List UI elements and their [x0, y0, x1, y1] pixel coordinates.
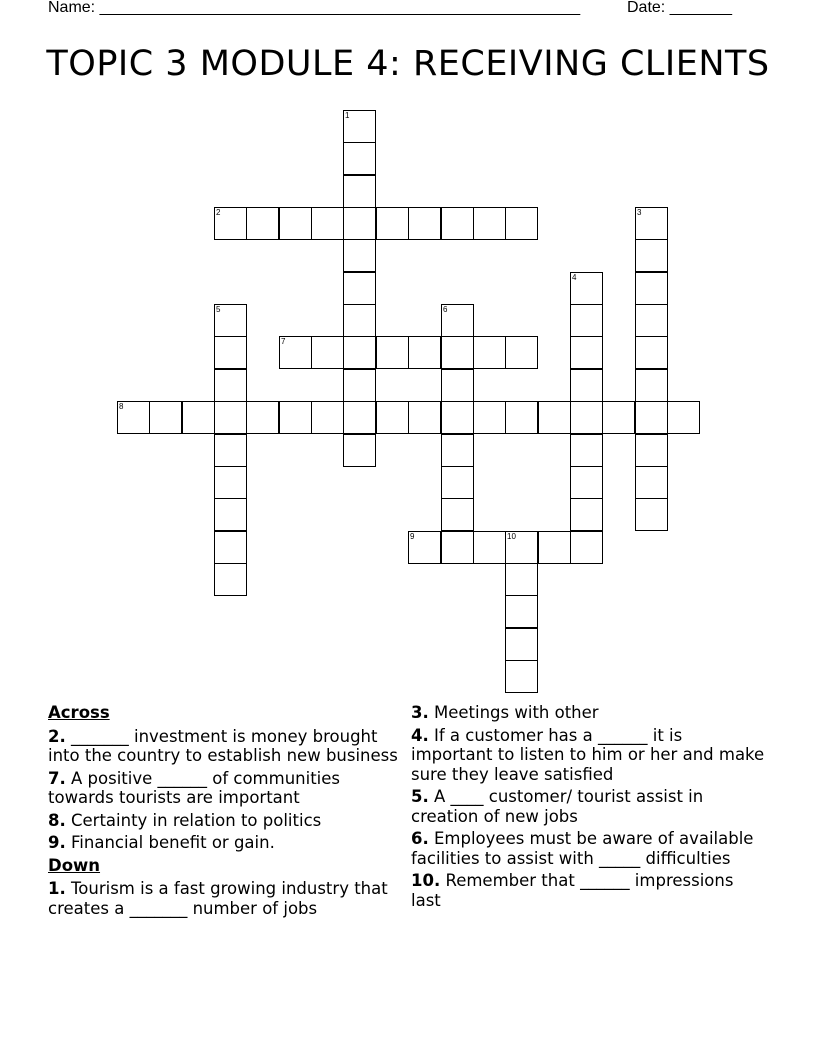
crossword-cell[interactable]	[570, 466, 603, 499]
clue-down-6: 6. Employees must be aware of available facilities to assist with _____ difficulties	[411, 829, 754, 868]
crossword-cell[interactable]	[441, 434, 474, 467]
crossword-cell[interactable]	[214, 336, 247, 369]
clue-number: 1	[345, 111, 350, 120]
crossword-cell[interactable]	[408, 531, 441, 564]
clue-down-4: 4. If a customer has a ______ it is important to listen to him or her and make sure they leave satisfied	[411, 725, 765, 784]
crossword-cell[interactable]	[635, 336, 668, 369]
crossword-cell[interactable]	[343, 239, 376, 272]
crossword-cell[interactable]	[441, 304, 474, 337]
crossword-cell[interactable]	[441, 466, 474, 499]
clue-number: 9	[410, 532, 415, 541]
page-title: TOPIC 3 MODULE 4: RECEIVING CLIENTS	[46, 44, 770, 84]
crossword-cell[interactable]	[505, 336, 538, 369]
crossword-cell[interactable]	[635, 304, 668, 337]
clue-number: 5	[216, 305, 221, 314]
crossword-cell[interactable]	[311, 207, 344, 240]
crossword-cell[interactable]	[635, 434, 668, 467]
clue-across-2: 2. _______ investment is money brought into the country to establish new business	[48, 726, 398, 765]
clue-across-8: 8. Certainty in relation to politics	[48, 810, 322, 830]
crossword-cell[interactable]	[473, 207, 506, 240]
clue-down-10: 10. Remember that ______ impressions last	[411, 871, 734, 910]
clues-right-column	[411, 703, 766, 913]
crossword-cell[interactable]	[343, 272, 376, 305]
crossword-cell[interactable]	[246, 207, 279, 240]
crossword-cell[interactable]	[538, 401, 571, 434]
crossword-cell[interactable]	[635, 369, 668, 402]
across-heading: Across	[48, 703, 110, 722]
crossword-cell[interactable]	[505, 207, 538, 240]
crossword-cell[interactable]	[214, 563, 247, 596]
clues-left-column	[48, 703, 398, 921]
crossword-cell[interactable]	[505, 595, 538, 628]
clue-number: 7	[281, 337, 286, 346]
crossword-cell[interactable]	[279, 336, 312, 369]
crossword-cell[interactable]	[279, 401, 312, 434]
crossword-cell[interactable]	[570, 434, 603, 467]
crossword-cell[interactable]	[149, 401, 182, 434]
crossword-cell[interactable]	[343, 434, 376, 467]
crossword-cell[interactable]	[408, 207, 441, 240]
crossword-cell[interactable]	[570, 531, 603, 564]
crossword-cell[interactable]	[635, 239, 668, 272]
clue-number: 2	[216, 208, 221, 217]
crossword-cell[interactable]	[505, 563, 538, 596]
crossword-cell[interactable]	[473, 401, 506, 434]
crossword-cell[interactable]	[408, 336, 441, 369]
crossword-cell[interactable]	[667, 401, 700, 434]
crossword-cell[interactable]	[570, 401, 603, 434]
clue-number: 6	[443, 305, 448, 314]
clue-across-9: 9. Financial benefit or gain.	[48, 833, 275, 852]
crossword-cell[interactable]	[473, 336, 506, 369]
crossword-cell[interactable]	[376, 401, 409, 434]
crossword-cell[interactable]	[376, 336, 409, 369]
crossword-cell[interactable]	[408, 401, 441, 434]
clue-down-5: 5. A ____ customer/ tourist assist in creation of new jobs	[411, 787, 704, 826]
crossword-cell[interactable]	[376, 207, 409, 240]
crossword-cell[interactable]	[505, 628, 538, 661]
crossword-cell[interactable]	[182, 401, 215, 434]
crossword-cell[interactable]	[343, 175, 376, 208]
header	[48, 0, 748, 19]
clue-down-1: 1. Tourism is a fast growing industry that creates a _______ number of jobs	[48, 879, 388, 918]
crossword-cell[interactable]	[246, 401, 279, 434]
crossword-cell[interactable]	[635, 401, 668, 434]
crossword-cell[interactable]	[214, 369, 247, 402]
crossword-cell[interactable]	[343, 304, 376, 337]
clue-number: 8	[119, 402, 124, 411]
crossword-cell[interactable]	[602, 401, 635, 434]
crossword-cell[interactable]	[635, 272, 668, 305]
crossword-cell[interactable]	[473, 531, 506, 564]
crossword-cell[interactable]	[538, 531, 571, 564]
crossword-cell[interactable]	[214, 207, 247, 240]
crossword-cell[interactable]	[570, 336, 603, 369]
crossword-cell[interactable]	[505, 401, 538, 434]
crossword-cell[interactable]	[441, 369, 474, 402]
crossword-cell[interactable]	[117, 401, 150, 434]
crossword-cell[interactable]	[343, 110, 376, 143]
crossword-cell[interactable]	[441, 531, 474, 564]
crossword-cell[interactable]	[343, 142, 376, 175]
crossword-cell[interactable]	[343, 336, 376, 369]
clue-number: 4	[572, 273, 577, 282]
crossword-cell[interactable]	[343, 369, 376, 402]
clue-number: 3	[637, 208, 642, 217]
clue-across-7: 7. A positive ______ of communities towards tourists are important	[48, 768, 341, 807]
clue-number: 10	[507, 532, 516, 541]
crossword-cell[interactable]	[214, 434, 247, 467]
crossword-cell[interactable]	[505, 660, 538, 693]
crossword-cell[interactable]	[214, 466, 247, 499]
crossword-cell[interactable]	[441, 336, 474, 369]
crossword-cell[interactable]	[343, 401, 376, 434]
crossword-cell[interactable]	[214, 531, 247, 564]
name-field-label[interactable]: Name: ______________________________________________________	[48, 0, 581, 16]
crossword-cell[interactable]	[441, 498, 474, 531]
clue-down-3: 3. Meetings with other	[411, 703, 599, 722]
date-field-label[interactable]: Date: _______	[627, 0, 732, 16]
crossword-cell[interactable]	[311, 336, 344, 369]
crossword-cell[interactable]	[635, 466, 668, 499]
crossword-cell[interactable]	[635, 207, 668, 240]
crossword-cell[interactable]	[441, 401, 474, 434]
crossword-cell[interactable]	[214, 304, 247, 337]
crossword-cell[interactable]	[505, 531, 538, 564]
crossword-cell[interactable]	[570, 369, 603, 402]
crossword-cell[interactable]	[570, 272, 603, 305]
crossword-cell[interactable]	[441, 207, 474, 240]
down-heading: Down	[48, 855, 101, 875]
crossword-cell[interactable]	[311, 401, 344, 434]
crossword-cell[interactable]	[214, 498, 247, 531]
crossword-cell[interactable]	[570, 498, 603, 531]
crossword-cell[interactable]	[279, 207, 312, 240]
crossword-cell[interactable]	[570, 304, 603, 337]
crossword-cell[interactable]	[214, 401, 247, 434]
crossword-cell[interactable]	[635, 498, 668, 531]
crossword-cell[interactable]	[343, 207, 376, 240]
